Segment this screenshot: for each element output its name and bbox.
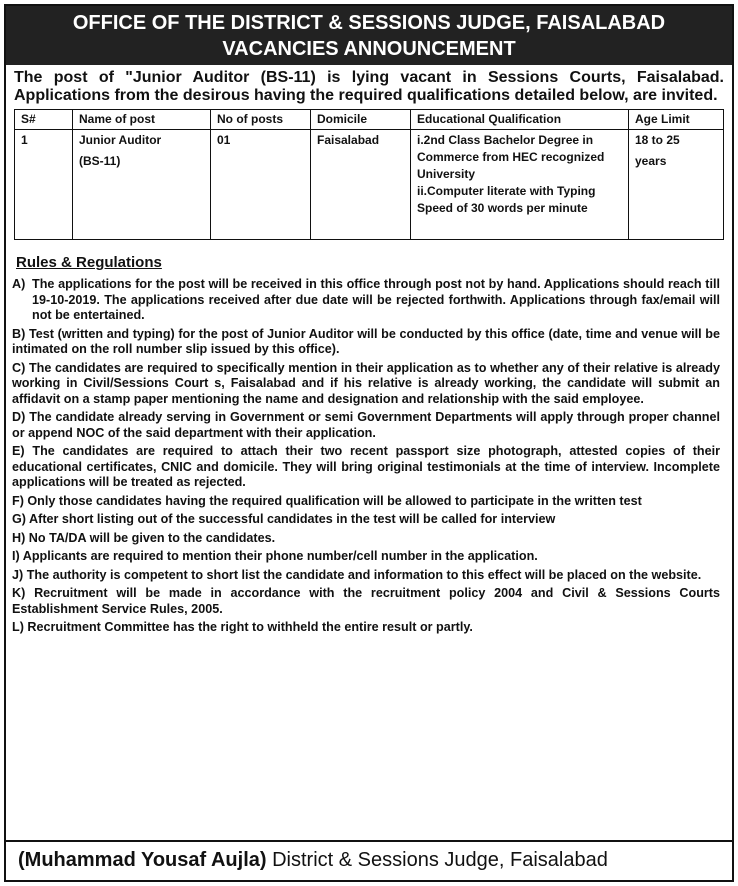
cell-qualification	[411, 130, 629, 240]
header-banner	[6, 6, 732, 65]
rule-letter: D)	[12, 410, 26, 424]
col-header-sno: S#	[15, 110, 73, 130]
advertisement	[4, 4, 734, 882]
rule-text: The candidates are required to attach their two recent passport size photograph, attested copies of their educational certificates, CNIC and domicile. They will bring original testimonials at the time of interview. Incomplete applications will be treated as rejected.	[12, 444, 721, 489]
table-header-row	[15, 110, 724, 130]
rule-letter: C)	[12, 360, 26, 375]
office-title: OFFICE OF THE DISTRICT & SESSIONS JUDGE, FAISALABAD	[72, 12, 666, 34]
rule-letter: F)	[12, 493, 24, 508]
rule-text: Applicants are required to mention their phone number/cell number in the application.	[22, 549, 538, 563]
intro-paragraph: The post of "Junior Auditor (BS-11) is lying vacant in Sessions Courts, Faisalabad. Applications from the desirous having the required qualifications detailed below, are invited.	[14, 69, 724, 104]
rule-letter: J)	[12, 567, 24, 582]
rule-text: Recruitment Committee has the right to withheld the entire result or partly.	[27, 620, 473, 634]
rule-text: Recruitment will be made in accordance with the recruitment policy 2004 and Civil & Sessions Courts Establishment Service Rules, 2005.	[12, 586, 720, 616]
rule-text: Only those candidates having the required qualification will be allowed to participate in the written test	[27, 493, 642, 508]
rule-letter: K)	[12, 586, 26, 600]
signatory-name: (Muhammad Yousaf Aujla)	[18, 849, 267, 871]
post-name: Junior Auditor	[79, 133, 162, 147]
rule-item	[12, 444, 720, 491]
col-header-posts: No of posts	[211, 110, 311, 130]
rules-heading: Rules & Regulations	[16, 254, 162, 271]
rule-item	[12, 410, 720, 441]
rule-letter: G)	[12, 512, 26, 526]
rule-letter: H)	[12, 530, 26, 545]
col-header-qualification: Educational Qualification	[411, 110, 629, 130]
rule-item	[12, 494, 720, 510]
table-row	[15, 130, 724, 240]
rule-text: The applications for the post will be received in this office through post not by hand. Applications should reach till 19-10-2019. The applications received after due date will be rejected forthwith. Applications through fax/email will not be entertained.	[32, 277, 720, 322]
rule-text: Test (written and typing) for the post of Junior Auditor will be conducted by this office (date, time and venue will be intimated on the roll number slip issued by this office).	[12, 326, 720, 356]
rule-letter: A)	[12, 277, 26, 291]
cell-posts: 01	[211, 130, 311, 240]
rule-letter: I)	[12, 549, 20, 563]
rule-letter: E)	[12, 444, 25, 458]
rule-item	[12, 531, 720, 547]
rule-letter: B)	[12, 326, 26, 341]
cell-domicile: Faisalabad	[311, 130, 411, 240]
rule-item	[12, 620, 720, 636]
qualification-2: ii.Computer literate with Typing Speed of 30 words per minute	[417, 184, 596, 215]
vacancy-table	[14, 109, 724, 240]
rule-text: After short listing out of the successful candidates in the test will be called for interview	[29, 512, 556, 526]
rules-list	[6, 277, 732, 636]
announcement-title: VACANCIES ANNOUNCEMENT	[222, 38, 516, 60]
rule-item	[12, 549, 720, 565]
signatory-designation: District & Sessions Judge, Faisalabad	[272, 849, 608, 871]
cell-sno: 1	[15, 130, 73, 240]
col-header-domicile: Domicile	[311, 110, 411, 130]
rule-text: The candidates are required to specifically mention in their application as to whether any of their relative is already working in Civil/Sessions Court s, Faisalabad and if his relative is already working, the candidate will submit an affidavit on a stamp paper mentioning the name and designation and relationship with the said employee.	[12, 360, 720, 406]
col-header-post: Name of post	[73, 110, 211, 130]
age-unit: years	[635, 154, 667, 168]
qualification-1: i.2nd Class Bachelor Degree in Commerce from HEC recognized University	[417, 133, 605, 181]
signature-footer	[6, 840, 732, 880]
rule-text: No TA/DA will be given to the candidates.	[28, 530, 276, 545]
rule-letter: L)	[12, 620, 24, 634]
rule-text: The authority is competent to short list the candidate and information to this effect will be placed on the website.	[26, 567, 702, 582]
rule-item	[12, 277, 720, 324]
rule-item	[12, 361, 720, 408]
rule-item	[12, 586, 720, 617]
col-header-age: Age Limit	[629, 110, 724, 130]
rule-item	[12, 327, 720, 358]
rule-item	[12, 568, 720, 584]
cell-post	[73, 130, 211, 240]
rule-text: The candidate already serving in Government or semi Government Departments will apply through proper channel or append NOC of the said department with their application.	[12, 410, 720, 440]
post-scale: (BS-11)	[79, 154, 121, 168]
rule-item	[12, 512, 720, 528]
age-range: 18 to 25	[635, 133, 680, 147]
cell-age	[629, 130, 724, 240]
